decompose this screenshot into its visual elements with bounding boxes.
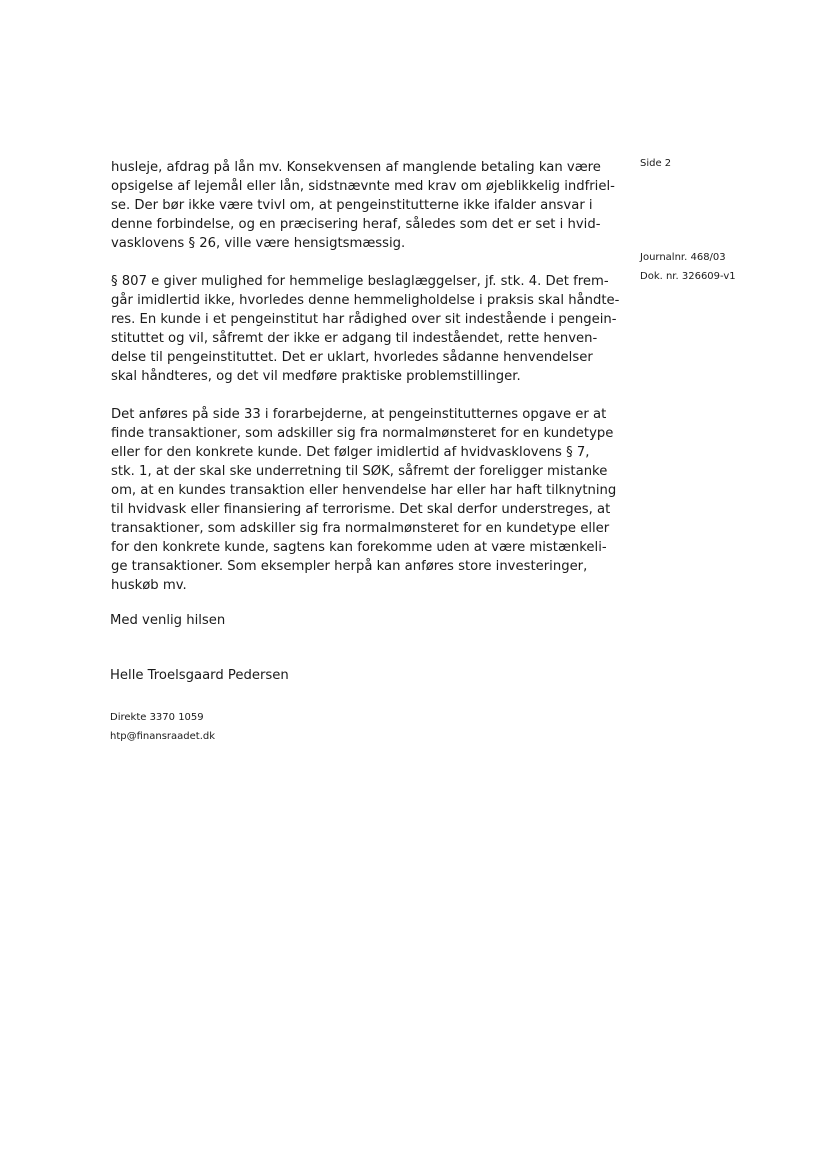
phone-number: Direkte 3370 1059	[110, 712, 204, 723]
text-line: stituttet og vil, såfremt der ikke er adgang til indeståendet, rette henven-	[111, 331, 598, 346]
reference-block	[640, 248, 800, 286]
text-line: stk. 1, at der skal ske underretning til SØK, såfremt der foreligger mistanke	[111, 464, 608, 479]
text-line: se. Der bør ikke være tvivl om, at pengeinstitutterne ikke ifalder ansvar i	[111, 198, 593, 213]
contact-block	[110, 708, 215, 746]
text-line: om, at en kundes transaktion eller henvendelse har eller har haft tilknytning	[111, 483, 617, 498]
page-number: Side 2	[640, 158, 672, 169]
text-line: delse til pengeinstituttet. Det er uklart, hvorledes sådanne henvendelser	[111, 350, 593, 365]
text-line: res. En kunde i et pengeinstitut har rådighed over sit indestående i pengein-	[111, 312, 617, 327]
document-number: Dok. nr. 326609-v1	[640, 271, 736, 282]
text-line: til hvidvask eller finansiering af terrorisme. Det skal derfor understreges, at	[111, 502, 611, 517]
closing-greeting: Med venlig hilsen	[110, 613, 226, 628]
paragraph-2	[111, 272, 620, 386]
journal-number: Journalnr. 468/03	[640, 252, 726, 263]
text-line: opsigelse af lejemål eller lån, sidstnævnte med krav om øjeblikkelig indfriel-	[111, 179, 615, 194]
text-line: denne forbindelse, og en præcisering heraf, således som det er set i hvid-	[111, 217, 601, 232]
text-line: finde transaktioner, som adskiller sig fra normalmønsteret for en kundetype	[111, 426, 614, 441]
text-line: transaktioner, som adskiller sig fra normalmønsteret for en kundetype eller	[111, 521, 610, 536]
email-address: htp@finansraadet.dk	[110, 731, 216, 742]
signatory-name: Helle Troelsgaard Pedersen	[110, 668, 289, 683]
text-line: § 807 e giver mulighed for hemmelige beslaglæggelser, jf. stk. 4. Det frem-	[111, 274, 609, 289]
text-line: går imidlertid ikke, hvorledes denne hemmeligholdelse i praksis skal håndte-	[111, 293, 620, 308]
page-number-block	[640, 154, 800, 173]
paragraph-1	[111, 158, 615, 253]
text-line: skal håndteres, og det vil medføre praktiske problemstillinger.	[111, 369, 521, 384]
text-line: huskøb mv.	[111, 578, 187, 593]
text-line: vasklovens § 26, ville være hensigtsmæssig.	[111, 236, 406, 251]
text-line: ge transaktioner. Som eksempler herpå kan anføres store investeringer,	[111, 559, 588, 574]
text-line: eller for den konkrete kunde. Det følger imidlertid af hvidvasklovens § 7,	[111, 445, 590, 460]
text-line: for den konkrete kunde, sagtens kan forekomme uden at være mistænkeli-	[111, 540, 607, 555]
text-line: Det anføres på side 33 i forarbejderne, at pengeinstitutternes opgave er at	[111, 407, 607, 422]
text-line: husleje, afdrag på lån mv. Konsekvensen af manglende betaling kan være	[111, 160, 601, 175]
paragraph-3	[111, 405, 617, 595]
letter-body	[111, 158, 620, 614]
